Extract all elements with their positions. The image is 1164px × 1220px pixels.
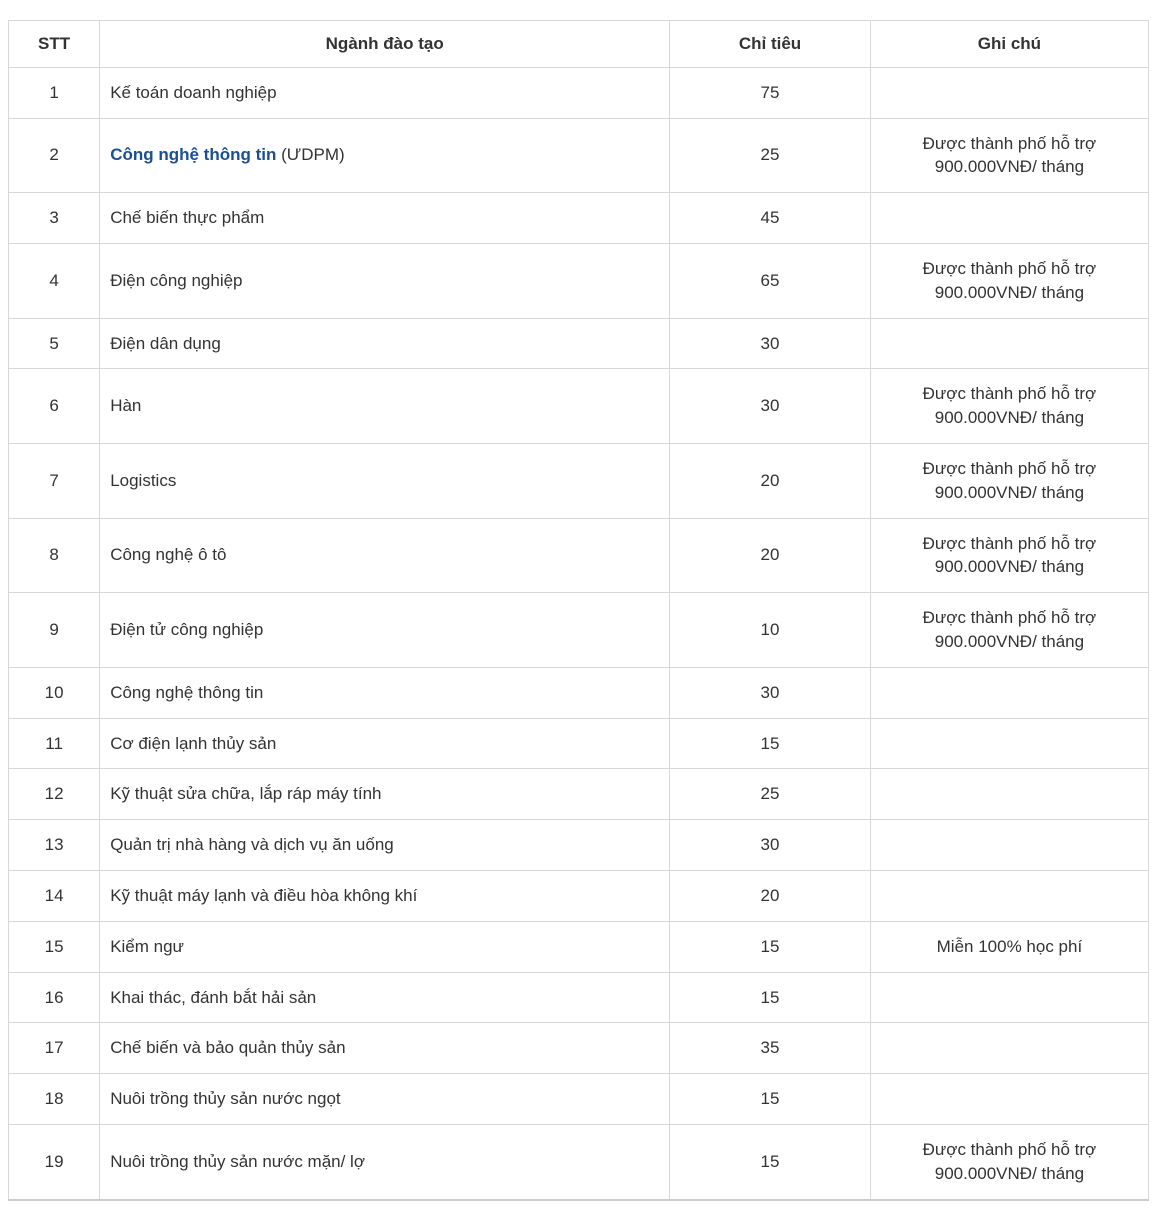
stt-cell: 2 (9, 118, 100, 193)
stt-cell: 1 (9, 67, 100, 118)
table-row (9, 820, 1149, 871)
stt-cell: 3 (9, 193, 100, 244)
stt-cell: 17 (9, 1023, 100, 1074)
major-name: Hàn (110, 396, 142, 416)
stt-cell: 6 (9, 369, 100, 444)
major-cell (100, 820, 670, 871)
note-cell (870, 769, 1148, 820)
note-cell (870, 318, 1148, 369)
major-cell (100, 1023, 670, 1074)
note-cell (870, 193, 1148, 244)
stt-cell: 11 (9, 718, 100, 769)
note-cell: Được thành phố hỗ trợ 900.000VNĐ/ tháng (870, 243, 1148, 318)
quota-cell: 15 (670, 972, 871, 1023)
quota-cell: 20 (670, 870, 871, 921)
table-row (9, 243, 1149, 318)
header-note: Ghi chú (870, 21, 1148, 68)
table-row (9, 718, 1149, 769)
note-cell: Được thành phố hỗ trợ 900.000VNĐ/ tháng (870, 518, 1148, 593)
note-cell (870, 820, 1148, 871)
major-cell (100, 921, 670, 972)
note-cell: Được thành phố hỗ trợ 900.000VNĐ/ tháng (870, 443, 1148, 518)
majors-table-container (8, 20, 1149, 1201)
major-link[interactable]: Công nghệ thông tin (110, 145, 277, 165)
stt-cell: 13 (9, 820, 100, 871)
stt-cell: 18 (9, 1074, 100, 1125)
note-cell (870, 972, 1148, 1023)
table-row (9, 518, 1149, 593)
table-row (9, 870, 1149, 921)
table-row (9, 667, 1149, 718)
stt-cell: 8 (9, 518, 100, 593)
header-major: Ngành đào tạo (100, 21, 670, 68)
major-name: Khai thác, đánh bắt hải sản (110, 987, 317, 1007)
quota-cell: 20 (670, 518, 871, 593)
major-name: Công nghệ thông tin (110, 682, 264, 702)
major-cell (100, 67, 670, 118)
note-cell (870, 1074, 1148, 1125)
major-name: Quản trị nhà hàng và dịch vụ ăn uống (110, 835, 394, 855)
stt-cell: 15 (9, 921, 100, 972)
note-cell (870, 667, 1148, 718)
major-cell (100, 1074, 670, 1125)
quota-cell: 15 (670, 1124, 871, 1199)
quota-cell: 75 (670, 67, 871, 118)
header-stt: STT (9, 21, 100, 68)
quota-cell: 20 (670, 443, 871, 518)
major-name: Nuôi trồng thủy sản nước ngọt (110, 1089, 341, 1109)
major-name: Chế biến thực phẩm (110, 208, 265, 228)
major-name: Điện công nghiệp (110, 270, 243, 290)
major-cell (100, 193, 670, 244)
major-cell (100, 318, 670, 369)
stt-cell: 9 (9, 593, 100, 668)
table-body (9, 67, 1149, 1199)
note-cell: Được thành phố hỗ trợ 900.000VNĐ/ tháng (870, 593, 1148, 668)
table-row (9, 1124, 1149, 1199)
major-cell (100, 593, 670, 668)
quota-cell: 15 (670, 921, 871, 972)
quota-cell: 35 (670, 1023, 871, 1074)
stt-cell: 5 (9, 318, 100, 369)
table-row (9, 67, 1149, 118)
major-cell (100, 769, 670, 820)
stt-cell: 12 (9, 769, 100, 820)
note-cell: Được thành phố hỗ trợ 900.000VNĐ/ tháng (870, 118, 1148, 193)
table-row (9, 1023, 1149, 1074)
stt-cell: 19 (9, 1124, 100, 1199)
table-row (9, 443, 1149, 518)
major-name: Cơ điện lạnh thủy sản (110, 733, 277, 753)
major-cell (100, 443, 670, 518)
major-name: Logistics (110, 470, 177, 490)
table-row (9, 118, 1149, 193)
quota-cell: 25 (670, 769, 871, 820)
table-row (9, 593, 1149, 668)
note-cell (870, 718, 1148, 769)
major-cell (100, 667, 670, 718)
table-row (9, 193, 1149, 244)
major-name: Điện tử công nghiệp (110, 620, 264, 640)
note-cell: Được thành phố hỗ trợ 900.000VNĐ/ tháng (870, 1124, 1148, 1199)
major-cell (100, 243, 670, 318)
table-row (9, 369, 1149, 444)
major-name: Kỹ thuật sửa chữa, lắp ráp máy tính (110, 784, 382, 804)
major-cell (100, 718, 670, 769)
major-name: Kế toán doanh nghiệp (110, 82, 277, 102)
major-name: Kiểm ngư (110, 936, 184, 956)
major-name: Chế biến và bảo quản thủy sản (110, 1038, 346, 1058)
header-row (9, 21, 1149, 68)
quota-cell: 30 (670, 667, 871, 718)
table-row (9, 769, 1149, 820)
quota-cell: 25 (670, 118, 871, 193)
note-cell (870, 67, 1148, 118)
note-cell (870, 1023, 1148, 1074)
quota-cell: 15 (670, 1074, 871, 1125)
note-cell: Được thành phố hỗ trợ 900.000VNĐ/ tháng (870, 369, 1148, 444)
header-quota: Chỉ tiêu (670, 21, 871, 68)
major-name: Kỹ thuật máy lạnh và điều hòa không khí (110, 885, 418, 905)
quota-cell: 45 (670, 193, 871, 244)
stt-cell: 10 (9, 667, 100, 718)
quota-cell: 65 (670, 243, 871, 318)
major-cell (100, 118, 670, 193)
major-name: Điện dân dụng (110, 333, 221, 353)
note-cell (870, 870, 1148, 921)
table-row (9, 1074, 1149, 1125)
major-cell (100, 518, 670, 593)
major-name: Nuôi trồng thủy sản nước mặn/ lợ (110, 1151, 365, 1171)
table-row (9, 972, 1149, 1023)
table-row (9, 921, 1149, 972)
note-cell: Miễn 100% học phí (870, 921, 1148, 972)
quota-cell: 30 (670, 318, 871, 369)
major-cell (100, 369, 670, 444)
quota-cell: 10 (670, 593, 871, 668)
major-cell (100, 972, 670, 1023)
table-row (9, 318, 1149, 369)
stt-cell: 14 (9, 870, 100, 921)
stt-cell: 7 (9, 443, 100, 518)
major-cell (100, 870, 670, 921)
table-header (9, 21, 1149, 68)
major-cell (100, 1124, 670, 1199)
quota-cell: 30 (670, 820, 871, 871)
quota-cell: 15 (670, 718, 871, 769)
major-name: Công nghệ ô tô (110, 545, 227, 565)
stt-cell: 4 (9, 243, 100, 318)
major-suffix: (ƯDPM) (276, 145, 345, 165)
quota-cell: 30 (670, 369, 871, 444)
stt-cell: 16 (9, 972, 100, 1023)
majors-table (8, 20, 1149, 1201)
